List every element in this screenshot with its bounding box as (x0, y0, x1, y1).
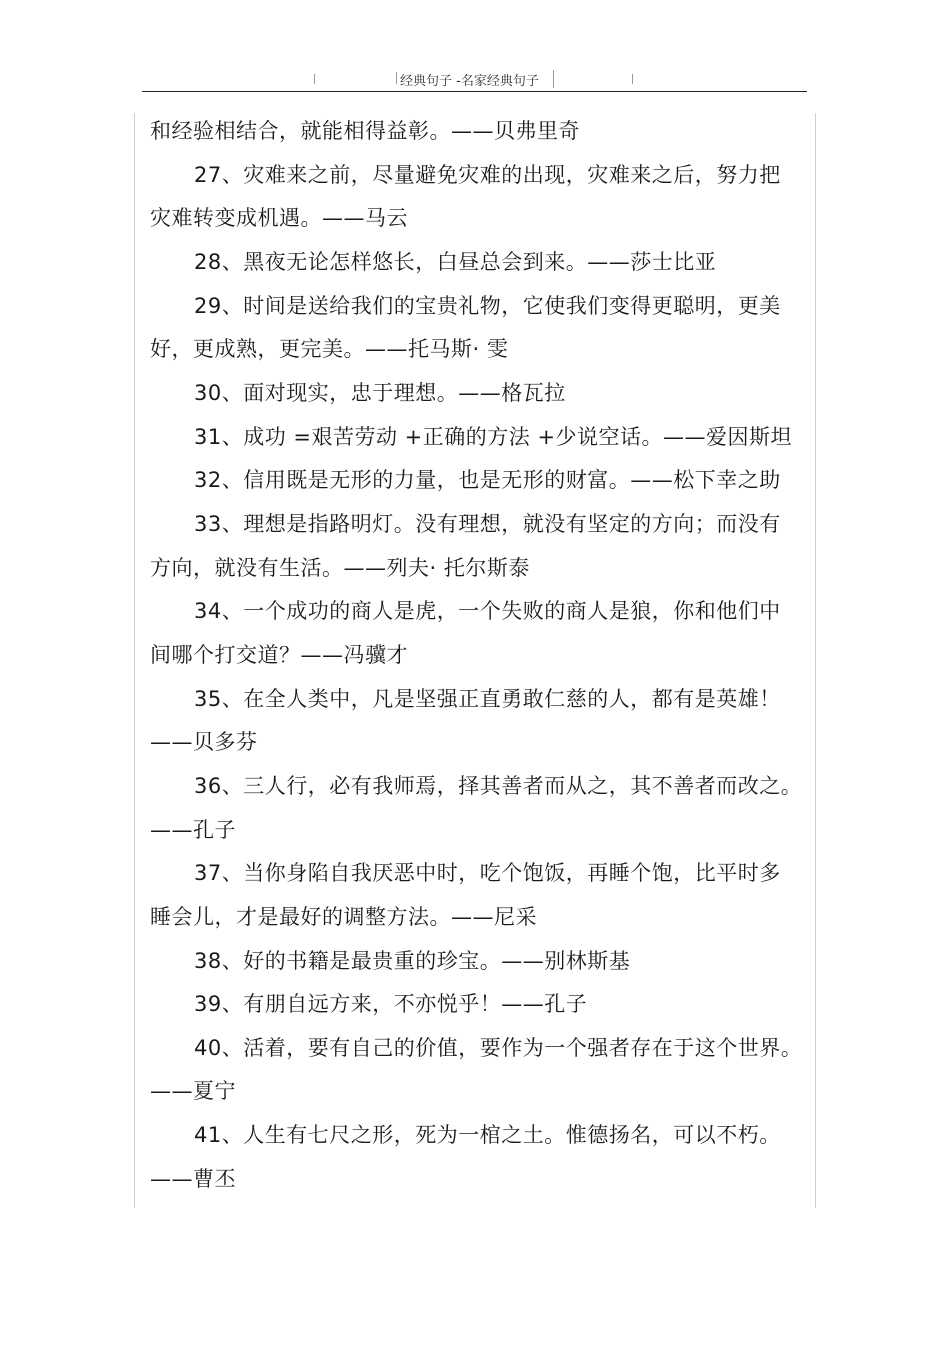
quote-line: 41、人生有七尺之形，死为一棺之土。惟德扬名，可以不朽。 (194, 1123, 781, 1147)
text-line: 好，更成熟，更完美。——托马斯· 雯 (150, 337, 509, 361)
quote-line: 29、时间是送给我们的宝贵礼物，它使我们变得更聪明，更美 (194, 294, 781, 318)
quote-line: 28、黑夜无论怎样悠长，白昼总会到来。——莎士比亚 (194, 250, 717, 274)
text-line: ——孔子 (150, 818, 236, 842)
header-title: 经典句子 -名家经典句子 (400, 74, 539, 89)
text-line: 方向，就没有生活。——列夫· 托尔斯泰 (150, 556, 530, 580)
header-tick-left (314, 74, 315, 84)
quote-line: 32、信用既是无形的力量，也是无形的财富。——松下幸之助 (194, 468, 781, 492)
text-line: 间哪个打交道？——冯骥才 (150, 643, 408, 667)
quote-line: 33、理想是指路明灯。没有理想，就没有坚定的方向；而没有 (194, 512, 781, 536)
quote-line: 39、有朋自远方来，不亦悦乎！——孔子 (194, 992, 588, 1016)
quote-line: 30、面对现实，忠于理想。——格瓦拉 (194, 381, 566, 405)
quote-line: 31、成功 =艰苦劳动 +正确的方法 +少说空话。——爱因斯坦 (194, 425, 793, 449)
header-tick-right (632, 74, 633, 84)
text-line: ——曹丕 (150, 1167, 236, 1191)
left-margin-rule (134, 113, 135, 1208)
header-rule (142, 91, 807, 92)
header-tick-title-left (396, 72, 397, 84)
text-line: 睡会儿，才是最好的调整方法。——尼采 (150, 905, 537, 929)
quote-line: 40、活着，要有自己的价值，要作为一个强者存在于这个世界。 (194, 1036, 803, 1060)
quote-line: 35、在全人类中，凡是坚强正直勇敢仁慈的人，都有是英雄！ (194, 687, 781, 711)
right-margin-rule (815, 113, 816, 1208)
text-line: ——夏宁 (150, 1079, 236, 1103)
header-tick-title-right (553, 70, 554, 88)
quote-line: 38、好的书籍是最贵重的珍宝。——别林斯基 (194, 949, 631, 973)
quote-line: 27、灾难来之前，尽量避免灾难的出现，灾难来之后，努力把 (194, 163, 781, 187)
quote-line: 37、当你身陷自我厌恶中时，吃个饱饭，再睡个饱，比平时多 (194, 861, 781, 885)
text-line: 和经验相结合，就能相得益彰。——贝弗里奇 (150, 119, 580, 143)
quote-line: 34、一个成功的商人是虎，一个失败的商人是狼，你和他们中 (194, 599, 781, 623)
text-line: ——贝多芬 (150, 730, 258, 754)
page-header (142, 66, 807, 92)
quote-line: 36、三人行，必有我师焉，择其善者而从之，其不善者而改之。 (194, 774, 803, 798)
text-line: 灾难转变成机遇。——马云 (150, 206, 408, 230)
